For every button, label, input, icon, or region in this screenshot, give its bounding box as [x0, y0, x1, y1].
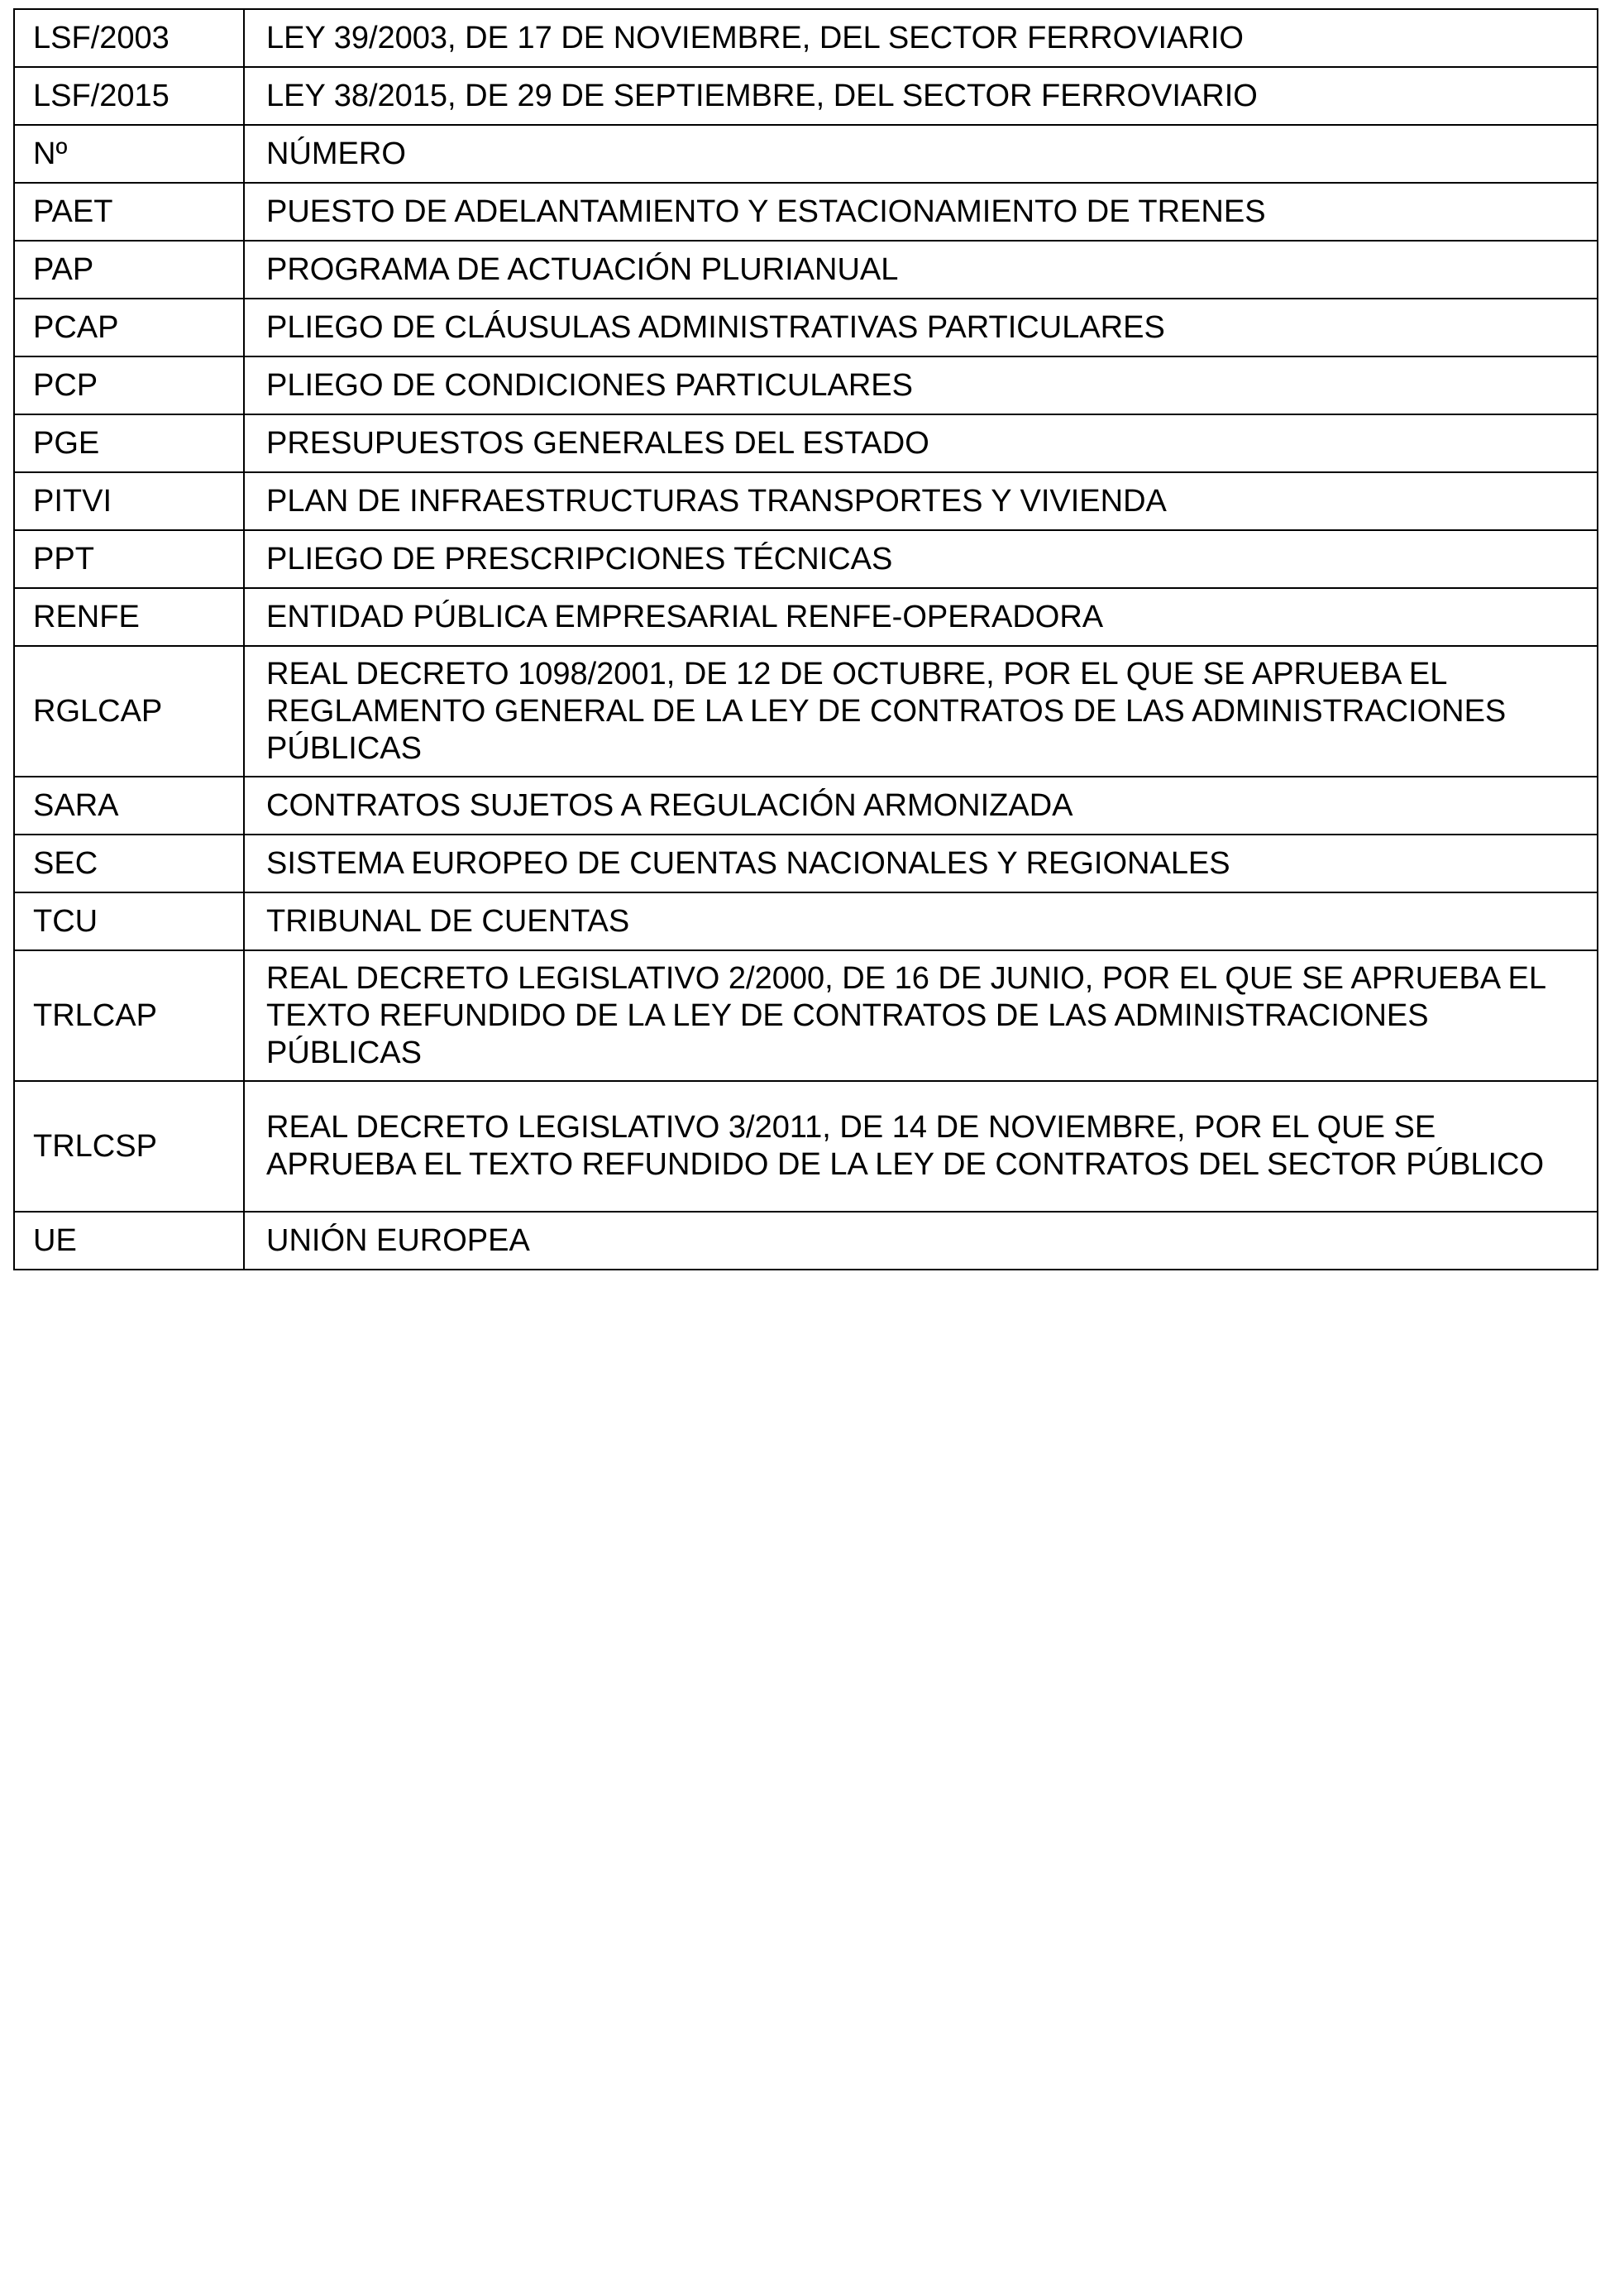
abbreviation-cell: PGE: [14, 414, 244, 472]
table-row: [14, 777, 1598, 835]
table-row: [14, 183, 1598, 241]
meaning-cell: PLIEGO DE CLÁUSULAS ADMINISTRATIVAS PARTICULARES: [244, 299, 1598, 356]
meaning-cell: NÚMERO: [244, 125, 1598, 183]
meaning-cell: REAL DECRETO 1098/2001, DE 12 DE OCTUBRE, POR EL QUE SE APRUEBA EL REGLAMENTO GENERAL DE LA LEY DE CONTRATOS DE LAS ADMINISTRACIONES PÚBLICAS: [244, 646, 1598, 777]
meaning-cell: ENTIDAD PÚBLICA EMPRESARIAL RENFE-OPERADORA: [244, 588, 1598, 646]
table-row: [14, 646, 1598, 777]
table-row: [14, 299, 1598, 356]
abbreviation-cell: TRLCSP: [14, 1081, 244, 1212]
table-row: [14, 241, 1598, 299]
abbreviation-cell: TRLCAP: [14, 950, 244, 1081]
abbreviation-cell: PPT: [14, 530, 244, 588]
abbreviation-cell: PCP: [14, 356, 244, 414]
meaning-cell: PUESTO DE ADELANTAMIENTO Y ESTACIONAMIENTO DE TRENES: [244, 183, 1598, 241]
abbreviation-cell: UE: [14, 1212, 244, 1270]
abbreviation-cell: RENFE: [14, 588, 244, 646]
table-row: [14, 1081, 1598, 1212]
meaning-cell: PLIEGO DE CONDICIONES PARTICULARES: [244, 356, 1598, 414]
abbreviation-cell: Nº: [14, 125, 244, 183]
meaning-cell: CONTRATOS SUJETOS A REGULACIÓN ARMONIZADA: [244, 777, 1598, 835]
meaning-cell: TRIBUNAL DE CUENTAS: [244, 892, 1598, 950]
meaning-cell: PRESUPUESTOS GENERALES DEL ESTADO: [244, 414, 1598, 472]
abbreviation-cell: PAET: [14, 183, 244, 241]
table-row: [14, 472, 1598, 530]
table-row: [14, 414, 1598, 472]
meaning-cell: PLIEGO DE PRESCRIPCIONES TÉCNICAS: [244, 530, 1598, 588]
table-row: [14, 950, 1598, 1081]
meaning-cell: LEY 38/2015, DE 29 DE SEPTIEMBRE, DEL SECTOR FERROVIARIO: [244, 67, 1598, 125]
abbreviation-cell: PITVI: [14, 472, 244, 530]
table-row: [14, 67, 1598, 125]
table-row: [14, 1212, 1598, 1270]
abbreviation-cell: SARA: [14, 777, 244, 835]
abbreviation-cell: SEC: [14, 835, 244, 892]
meaning-cell: SISTEMA EUROPEO DE CUENTAS NACIONALES Y REGIONALES: [244, 835, 1598, 892]
table-row: [14, 892, 1598, 950]
table-row: [14, 125, 1598, 183]
abbreviation-cell: PAP: [14, 241, 244, 299]
abbreviations-table-body: [14, 9, 1598, 1270]
table-row: [14, 9, 1598, 67]
abbreviation-cell: TCU: [14, 892, 244, 950]
abbreviation-cell: LSF/2003: [14, 9, 244, 67]
meaning-cell: REAL DECRETO LEGISLATIVO 2/2000, DE 16 DE JUNIO, POR EL QUE SE APRUEBA EL TEXTO REFUNDIDO DE LA LEY DE CONTRATOS DE LAS ADMINISTRACIONES PÚBLICAS: [244, 950, 1598, 1081]
table-row: [14, 835, 1598, 892]
meaning-cell: REAL DECRETO LEGISLATIVO 3/2011, DE 14 DE NOVIEMBRE, POR EL QUE SE APRUEBA EL TEXTO REFUNDIDO DE LA LEY DE CONTRATOS DEL SECTOR PÚBLICO: [244, 1081, 1598, 1212]
table-row: [14, 356, 1598, 414]
abbreviation-cell: LSF/2015: [14, 67, 244, 125]
table-row: [14, 588, 1598, 646]
abbreviation-cell: PCAP: [14, 299, 244, 356]
abbreviation-cell: RGLCAP: [14, 646, 244, 777]
meaning-cell: LEY 39/2003, DE 17 DE NOVIEMBRE, DEL SECTOR FERROVIARIO: [244, 9, 1598, 67]
meaning-cell: PROGRAMA DE ACTUACIÓN PLURIANUAL: [244, 241, 1598, 299]
table-row: [14, 530, 1598, 588]
abbreviations-table: [13, 8, 1598, 1270]
meaning-cell: PLAN DE INFRAESTRUCTURAS TRANSPORTES Y VIVIENDA: [244, 472, 1598, 530]
meaning-cell: UNIÓN EUROPEA: [244, 1212, 1598, 1270]
